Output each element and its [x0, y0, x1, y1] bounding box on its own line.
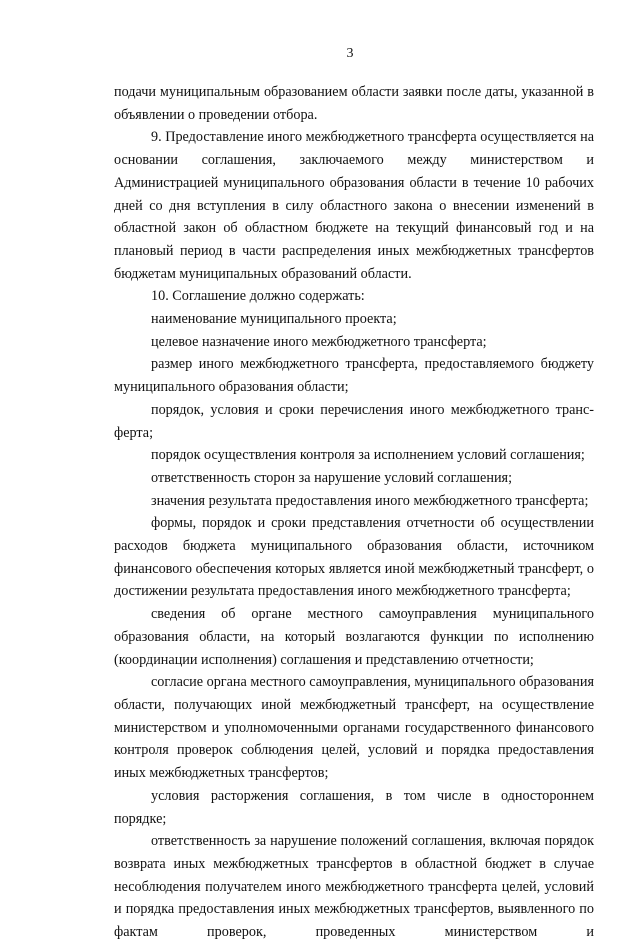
paragraph: порядок, условия и сроки перечисления иного межбюджетного трансферта;: [114, 401, 594, 441]
paragraph: сведения об органе местного самоуправления муниципального образования области, на который возлагаются функции по исполнению (координации исполнения) соглашения и представлению отчетности;: [114, 606, 594, 668]
paragraph: ответственность сторон за нарушение условий соглашения;: [151, 469, 513, 486]
page-number: 3: [346, 46, 354, 61]
paragraph: 10. Соглашение должно содержать:: [151, 288, 365, 305]
paragraph: порядок осуществления контроля за исполнением условий соглашения;: [151, 447, 585, 464]
paragraph: подачи муниципальным образованием области заявки после даты, указанной в объявлении о проведении отбора.: [114, 84, 594, 123]
paragraph: согласие органа местного самоуправления, муниципального образования области, получающих иной межбюджетный трансферт, на осуществление министерством и уполномоченными органами государственного финансового контроля проверок соблюдения целей, условий и порядка предоставления иных межбюджетных трансфертов;: [114, 674, 594, 782]
paragraph: значения результата предоставления иного межбюджетного трансферта;: [151, 492, 589, 509]
document-body: [114, 81, 594, 944]
paragraph: 9. Предоставление иного межбюджетного трансферта осуществляется на основании соглашения, заключаемого между министерством и Администрацией муниципального образования области в течение 10 рабочих дней со дня вступления в силу областного закона о внесении изменений в областной закон об областном бюджете на текущий финансовый год и на плановый период в части распределения иных межбюджетных трансфертов бюджетам муниципальных образований области.: [114, 129, 594, 282]
paragraph: размер иного межбюджетного трансферта, предоставляемого бюджету муниципального образования области;: [114, 356, 594, 396]
paragraph: ответственность за нарушение положений соглашения, включая порядок возврата иных межбюджетных трансфертов в областной бюджет в случае несоблюдения получателем иного межбюджетного трансферта целей, условий и порядка предоставления иных межбюджетных трансфертов, выявленного по фактам проверок, проведенных министерством и: [114, 833, 594, 941]
paragraph: условия расторжения соглашения, в том числе в одностороннем порядке;: [114, 787, 594, 827]
paragraph: целевое назначение иного межбюджетного трансферта;: [151, 333, 487, 350]
paragraph: наименование муниципального проекта;: [151, 311, 397, 328]
paragraph: формы, порядок и сроки представления отчетности об осуществлении расходов бюджета муниципального образования области, источником финансового обеспечения которых является иной межбюджетный трансферт, о достижении результата предоставления иного межбюджетного трансферта;: [114, 515, 594, 600]
